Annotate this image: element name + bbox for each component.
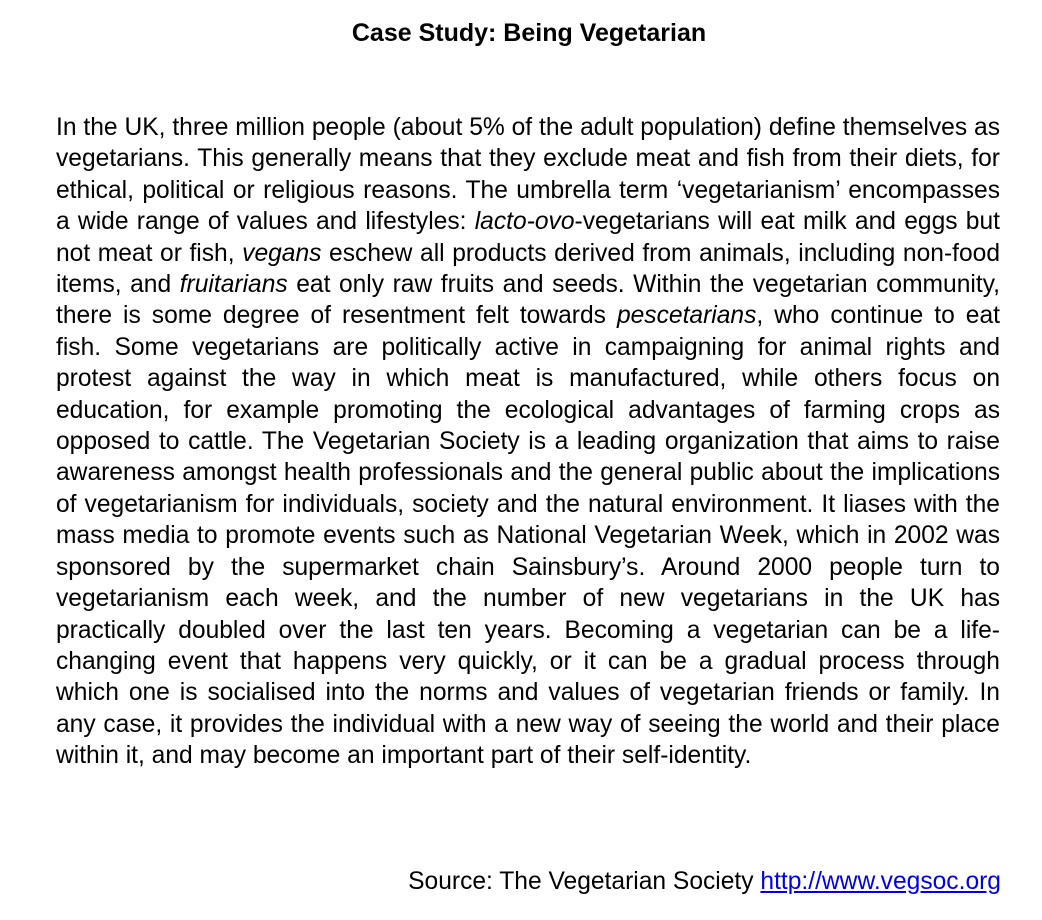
source-citation	[408, 866, 1001, 898]
page-title: Case Study: Being Vegetarian	[351, 19, 707, 47]
paragraph-segment: , who continue to eat fish. Some vegetarians are politically active in campaigning for animal rights and protest against the way in which meat is manufactured, while others focus on education, for example promoting the ecological advantages of farming crops as opposed to cattle. The Vegetarian Society is a leading organization that aims to raise awareness amongst health professionals and the general public about the implications of vegetarianism for individuals, society and the natural environment. It liases with the mass media to promote events such as National Vegetarian Week, which in 2002 was sponsored by the supermarket chain Sainsbury’s. Around 2000 people turn to vegetarianism each week, and the number of new vegetarians in the UK has practically doubled over the last ten years. Becoming a vegetarian can be a life-changing event that happens very quickly, or it can be a gradual process through which one is socialised into the norms and values of vegetarian friends or family. In any case, it provides the individual with a new way of seeing the world and their place within it, and may become an important part of their self-identity.	[56, 302, 1000, 770]
paragraph-segment: eschew all products derived from animals, including non-food items, and	[56, 239, 1000, 299]
source-label: Source: The Vegetarian Society	[408, 868, 761, 895]
paragraph-term-vegans: vegans	[242, 239, 322, 267]
paragraph-term-lacto-ovo: lacto-ovo	[474, 208, 575, 236]
paragraph-segment: In the UK, three million people (about 5% of the adult population) define themselves as vegetarians. This generally means that they exclude meat and fish from their diets, for ethical, political or religious reasons. The umbrella term ‘vegetarianism’ encompasses a wide range of values and lifestyles:	[56, 114, 1000, 236]
source-link[interactable]: http://www.vegsoc.org	[760, 868, 1001, 895]
case-study-paragraph	[56, 112, 1000, 772]
paragraph-term-pescetarians: pescetarians	[616, 302, 757, 330]
paragraph-segment: eat only raw fruits and seeds. Within the vegetarian community, there is some degree of resentment felt towards	[56, 271, 1001, 330]
paragraph-segment: -vegetarians will eat milk and eggs but not meat or fish,	[56, 208, 1000, 267]
paragraph-term-fruitarians: fruitarians	[179, 271, 288, 299]
